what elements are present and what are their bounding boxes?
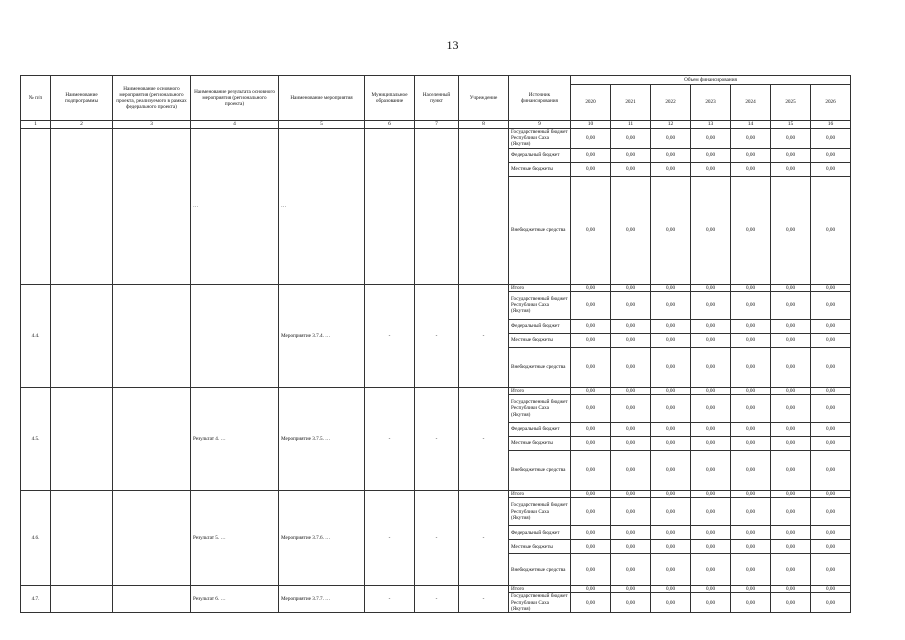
funding-value: 0,00 <box>811 395 851 423</box>
column-number: 2 <box>51 121 113 129</box>
institution-cell <box>459 129 509 285</box>
column-number: 6 <box>365 121 415 129</box>
funding-value: 0,00 <box>811 491 851 498</box>
funding-value: 0,00 <box>571 347 611 387</box>
table-header <box>21 76 851 121</box>
funding-value: 0,00 <box>611 437 651 451</box>
header-municipality: Муниципальное образование <box>365 76 415 121</box>
funding-value: 0,00 <box>811 284 851 291</box>
funding-value: 0,00 <box>571 586 611 593</box>
funding-value: 0,00 <box>691 148 731 162</box>
column-number: 5 <box>279 121 365 129</box>
funding-value: 0,00 <box>771 129 811 149</box>
header-source: Источник финансирования <box>509 76 571 121</box>
funding-value: 0,00 <box>691 586 731 593</box>
column-number: 10 <box>571 121 611 129</box>
funding-source: Государственный бюджет Республики Саха (Якутия) <box>509 593 571 613</box>
header-institution: Учреждение <box>459 76 509 121</box>
funding-value: 0,00 <box>571 423 611 437</box>
funding-value: 0,00 <box>651 586 691 593</box>
column-number: 11 <box>611 121 651 129</box>
municipality-cell: - <box>365 491 415 586</box>
funding-value: 0,00 <box>691 593 731 613</box>
funding-value: 0,00 <box>771 593 811 613</box>
funding-value: 0,00 <box>691 554 731 586</box>
funding-value: 0,00 <box>571 437 611 451</box>
funding-value: 0,00 <box>731 176 771 284</box>
funding-value: 0,00 <box>731 593 771 613</box>
funding-value: 0,00 <box>691 423 731 437</box>
subprogram-cell <box>51 491 113 586</box>
funding-value: 0,00 <box>731 526 771 540</box>
funding-value: 0,00 <box>811 423 851 437</box>
funding-value: 0,00 <box>611 176 651 284</box>
funding-value: 0,00 <box>731 284 771 291</box>
main-measure-cell <box>113 387 191 490</box>
funding-value: 0,00 <box>811 347 851 387</box>
funding-source: Государственный бюджет Республики Саха (Якутия) <box>509 129 571 149</box>
funding-source: Федеральный бюджет <box>509 526 571 540</box>
funding-value: 0,00 <box>651 319 691 333</box>
header-num: № п/п <box>21 76 51 121</box>
funding-value: 0,00 <box>651 554 691 586</box>
settlement-cell: - <box>415 586 459 613</box>
municipality-cell: - <box>365 284 415 387</box>
header-result: Наименование результата основного мероприятия (регионального проекта) <box>191 76 279 121</box>
column-number: 16 <box>811 121 851 129</box>
funding-table <box>20 75 851 613</box>
funding-value: 0,00 <box>651 526 691 540</box>
funding-value: 0,00 <box>691 333 731 347</box>
funding-value: 0,00 <box>731 347 771 387</box>
column-number: 7 <box>415 121 459 129</box>
funding-value: 0,00 <box>731 319 771 333</box>
funding-value: 0,00 <box>611 148 651 162</box>
funding-value: 0,00 <box>611 333 651 347</box>
funding-value: 0,00 <box>811 319 851 333</box>
funding-value: 0,00 <box>571 395 611 423</box>
result-text <box>191 284 279 387</box>
funding-value: 0,00 <box>651 451 691 491</box>
funding-value: 0,00 <box>691 451 731 491</box>
funding-value: 0,00 <box>731 148 771 162</box>
header-funding-group: Объем финансирования <box>571 76 851 85</box>
funding-source: Внебюджетные средства <box>509 347 571 387</box>
funding-value: 0,00 <box>771 319 811 333</box>
funding-value: 0,00 <box>691 129 731 149</box>
funding-source: Итого <box>509 284 571 291</box>
funding-value: 0,00 <box>731 586 771 593</box>
funding-value: 0,00 <box>771 491 811 498</box>
funding-value: 0,00 <box>651 423 691 437</box>
settlement-cell <box>415 129 459 285</box>
funding-value: 0,00 <box>771 387 811 394</box>
funding-value: 0,00 <box>611 387 651 394</box>
funding-value: 0,00 <box>811 540 851 554</box>
funding-source: Внебюджетные средства <box>509 176 571 284</box>
funding-value: 0,00 <box>691 540 731 554</box>
funding-value: 0,00 <box>611 423 651 437</box>
column-number-row <box>21 121 851 129</box>
funding-value: 0,00 <box>811 526 851 540</box>
funding-value: 0,00 <box>731 333 771 347</box>
funding-source: Федеральный бюджет <box>509 148 571 162</box>
funding-source: Местные бюджеты <box>509 162 571 176</box>
settlement-cell: - <box>415 387 459 490</box>
column-number: 13 <box>691 121 731 129</box>
funding-value: 0,00 <box>811 291 851 319</box>
funding-value: 0,00 <box>571 291 611 319</box>
row-number: 4.6. <box>21 491 51 586</box>
institution-cell: - <box>459 586 509 613</box>
funding-source: Местные бюджеты <box>509 437 571 451</box>
funding-value: 0,00 <box>811 176 851 284</box>
funding-value: 0,00 <box>691 395 731 423</box>
funding-value: 0,00 <box>691 437 731 451</box>
header-year: 2025 <box>771 85 811 121</box>
funding-value: 0,00 <box>731 491 771 498</box>
table-row <box>21 387 851 394</box>
institution-cell: - <box>459 387 509 490</box>
header-year: 2021 <box>611 85 651 121</box>
funding-source: Внебюджетные средства <box>509 451 571 491</box>
municipality-cell: - <box>365 387 415 490</box>
main-measure-cell <box>113 586 191 613</box>
funding-value: 0,00 <box>811 451 851 491</box>
funding-value: 0,00 <box>811 586 851 593</box>
funding-value: 0,00 <box>691 526 731 540</box>
funding-value: 0,00 <box>771 291 811 319</box>
funding-value: 0,00 <box>731 162 771 176</box>
measure-text: Мероприятие 3.7.5. … <box>279 387 365 490</box>
funding-value: 0,00 <box>651 395 691 423</box>
funding-source: Государственный бюджет Республики Саха (Якутия) <box>509 395 571 423</box>
funding-value: 0,00 <box>651 148 691 162</box>
funding-value: 0,00 <box>731 423 771 437</box>
funding-value: 0,00 <box>691 347 731 387</box>
funding-value: 0,00 <box>811 498 851 526</box>
funding-value: 0,00 <box>731 291 771 319</box>
table-row <box>21 491 851 498</box>
funding-value: 0,00 <box>571 148 611 162</box>
funding-value: 0,00 <box>811 593 851 613</box>
funding-value: 0,00 <box>611 593 651 613</box>
funding-value: 0,00 <box>811 554 851 586</box>
funding-value: 0,00 <box>771 586 811 593</box>
funding-value: 0,00 <box>731 395 771 423</box>
funding-source: Итого <box>509 491 571 498</box>
funding-source: Федеральный бюджет <box>509 319 571 333</box>
funding-value: 0,00 <box>571 554 611 586</box>
row-number: 4.4. <box>21 284 51 387</box>
funding-value: 0,00 <box>811 129 851 149</box>
table-row <box>21 284 851 291</box>
funding-value: 0,00 <box>731 437 771 451</box>
funding-value: 0,00 <box>651 387 691 394</box>
funding-source: Федеральный бюджет <box>509 423 571 437</box>
header-main-measure: Наименование основного мероприятия (регионального проекта, реализуемого в рамках федерального проекта) <box>113 76 191 121</box>
header-subprogram: Наименование подпрограммы <box>51 76 113 121</box>
main-measure-cell <box>113 284 191 387</box>
institution-cell: - <box>459 491 509 586</box>
funding-value: 0,00 <box>611 498 651 526</box>
settlement-cell: - <box>415 284 459 387</box>
funding-source: Местные бюджеты <box>509 333 571 347</box>
funding-value: 0,00 <box>611 491 651 498</box>
funding-value: 0,00 <box>571 284 611 291</box>
result-text: Результат 5. … <box>191 491 279 586</box>
funding-value: 0,00 <box>611 586 651 593</box>
column-number: 8 <box>459 121 509 129</box>
funding-value: 0,00 <box>731 451 771 491</box>
funding-value: 0,00 <box>771 540 811 554</box>
municipality-cell: - <box>365 586 415 613</box>
column-number: 3 <box>113 121 191 129</box>
funding-value: 0,00 <box>811 333 851 347</box>
header-year: 2026 <box>811 85 851 121</box>
funding-value: 0,00 <box>771 437 811 451</box>
funding-value: 0,00 <box>651 291 691 319</box>
funding-value: 0,00 <box>651 491 691 498</box>
funding-value: 0,00 <box>811 148 851 162</box>
funding-value: 0,00 <box>771 162 811 176</box>
subprogram-cell <box>51 387 113 490</box>
funding-value: 0,00 <box>571 540 611 554</box>
funding-value: 0,00 <box>731 498 771 526</box>
funding-value: 0,00 <box>611 129 651 149</box>
column-number: 12 <box>651 121 691 129</box>
result-text: Результат 4. … <box>191 387 279 490</box>
funding-value: 0,00 <box>771 451 811 491</box>
funding-value: 0,00 <box>691 387 731 394</box>
funding-value: 0,00 <box>691 498 731 526</box>
column-number: 1 <box>21 121 51 129</box>
funding-value: 0,00 <box>771 498 811 526</box>
result-text: Результат 6. … <box>191 586 279 613</box>
funding-source: Государственный бюджет Республики Саха (Якутия) <box>509 291 571 319</box>
funding-value: 0,00 <box>571 387 611 394</box>
funding-value: 0,00 <box>651 540 691 554</box>
funding-value: 0,00 <box>651 498 691 526</box>
funding-value: 0,00 <box>571 593 611 613</box>
header-year: 2020 <box>571 85 611 121</box>
funding-value: 0,00 <box>771 148 811 162</box>
funding-value: 0,00 <box>651 437 691 451</box>
funding-value: 0,00 <box>731 540 771 554</box>
funding-value: 0,00 <box>651 284 691 291</box>
funding-value: 0,00 <box>611 162 651 176</box>
funding-source: Местные бюджеты <box>509 540 571 554</box>
funding-value: 0,00 <box>691 176 731 284</box>
funding-value: 0,00 <box>691 284 731 291</box>
funding-value: 0,00 <box>611 319 651 333</box>
header-measure: Наименование мероприятия <box>279 76 365 121</box>
funding-value: 0,00 <box>691 162 731 176</box>
funding-value: 0,00 <box>571 333 611 347</box>
funding-value: 0,00 <box>571 129 611 149</box>
column-number: 15 <box>771 121 811 129</box>
institution-cell: - <box>459 284 509 387</box>
header-settlement: Населенный пункт <box>415 76 459 121</box>
funding-value: 0,00 <box>691 319 731 333</box>
row-number <box>21 129 51 285</box>
main-measure-cell <box>113 491 191 586</box>
funding-value: 0,00 <box>611 291 651 319</box>
funding-value: 0,00 <box>651 129 691 149</box>
measure-text: Мероприятие 3.7.6. … <box>279 491 365 586</box>
funding-value: 0,00 <box>571 162 611 176</box>
funding-value: 0,00 <box>611 526 651 540</box>
funding-value: 0,00 <box>611 554 651 586</box>
funding-value: 0,00 <box>811 387 851 394</box>
subprogram-cell <box>51 129 113 285</box>
funding-value: 0,00 <box>571 176 611 284</box>
funding-value: 0,00 <box>771 347 811 387</box>
funding-value: 0,00 <box>771 176 811 284</box>
funding-value: 0,00 <box>651 347 691 387</box>
main-measure-cell <box>113 129 191 285</box>
funding-value: 0,00 <box>731 129 771 149</box>
funding-value: 0,00 <box>611 395 651 423</box>
column-number: 9 <box>509 121 571 129</box>
header-year: 2023 <box>691 85 731 121</box>
municipality-cell <box>365 129 415 285</box>
funding-source: Государственный бюджет Республики Саха (Якутия) <box>509 498 571 526</box>
funding-value: 0,00 <box>611 451 651 491</box>
row-number: 4.7. <box>21 586 51 613</box>
subprogram-cell <box>51 284 113 387</box>
header-year: 2022 <box>651 85 691 121</box>
row-number: 4.5. <box>21 387 51 490</box>
measure-text: Мероприятие 3.7.4. … <box>279 284 365 387</box>
funding-source: Внебюджетные средства <box>509 554 571 586</box>
funding-value: 0,00 <box>651 162 691 176</box>
funding-value: 0,00 <box>611 284 651 291</box>
funding-value: 0,00 <box>691 491 731 498</box>
funding-value: 0,00 <box>571 491 611 498</box>
funding-value: 0,00 <box>771 395 811 423</box>
funding-value: 0,00 <box>571 451 611 491</box>
funding-value: 0,00 <box>771 526 811 540</box>
funding-value: 0,00 <box>811 162 851 176</box>
table-row <box>21 129 851 149</box>
funding-value: 0,00 <box>651 593 691 613</box>
column-number: 14 <box>731 121 771 129</box>
table-row <box>21 586 851 593</box>
funding-value: 0,00 <box>611 347 651 387</box>
result-text: … <box>191 129 279 285</box>
funding-value: 0,00 <box>691 291 731 319</box>
page-number: 13 <box>446 38 459 52</box>
funding-value: 0,00 <box>651 333 691 347</box>
funding-value: 0,00 <box>811 437 851 451</box>
funding-value: 0,00 <box>731 387 771 394</box>
column-number: 4 <box>191 121 279 129</box>
funding-value: 0,00 <box>571 319 611 333</box>
funding-value: 0,00 <box>771 333 811 347</box>
funding-value: 0,00 <box>731 554 771 586</box>
funding-value: 0,00 <box>651 176 691 284</box>
funding-source: Итого <box>509 586 571 593</box>
funding-value: 0,00 <box>771 423 811 437</box>
funding-value: 0,00 <box>571 526 611 540</box>
funding-value: 0,00 <box>771 554 811 586</box>
funding-value: 0,00 <box>611 540 651 554</box>
funding-source: Итого <box>509 387 571 394</box>
subprogram-cell <box>51 586 113 613</box>
funding-value: 0,00 <box>771 284 811 291</box>
settlement-cell: - <box>415 491 459 586</box>
header-year: 2024 <box>731 85 771 121</box>
measure-text: Мероприятие 3.7.7. … <box>279 586 365 613</box>
measure-text: … <box>279 129 365 285</box>
funding-value: 0,00 <box>571 498 611 526</box>
